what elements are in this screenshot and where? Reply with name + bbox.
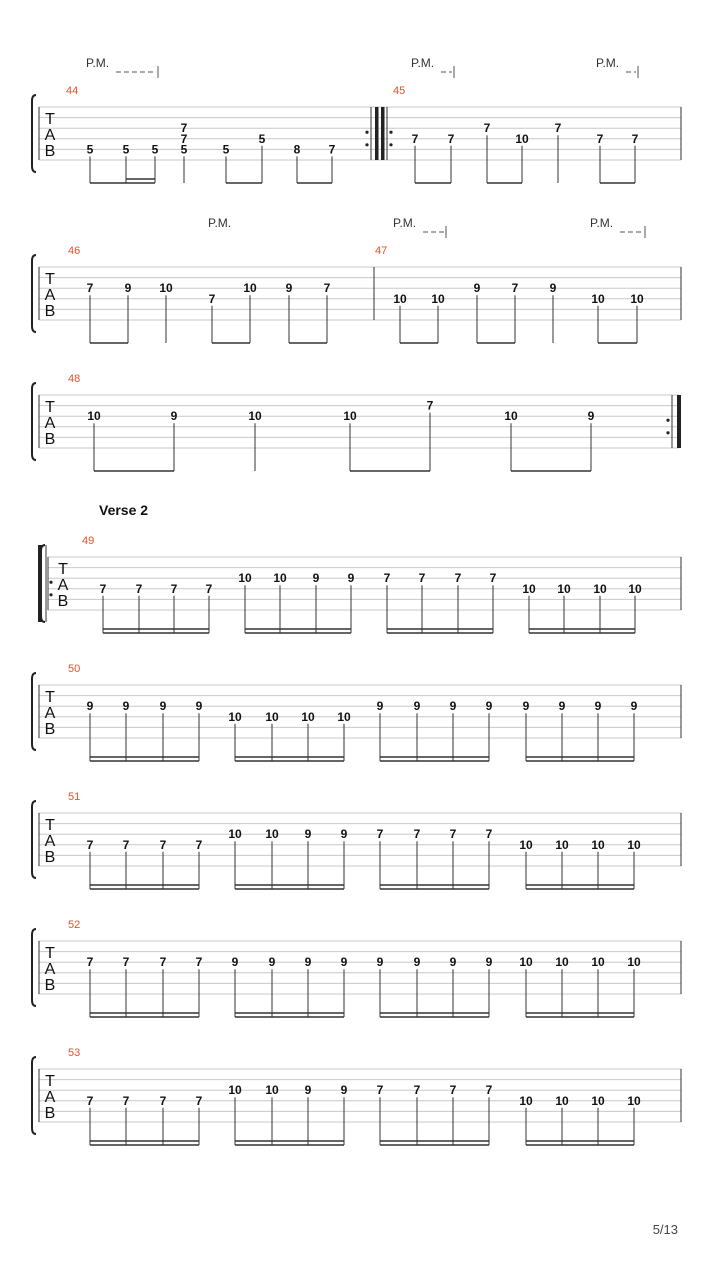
fret-number: 7 [170,581,178,596]
palm-mute-label: P.M. [393,216,417,230]
fret-number: 7 [454,571,462,586]
tab-clef-letter: A [44,1089,56,1106]
measure-50 [68,663,638,761]
fret-number: 9 [159,699,167,714]
system-brace [32,255,36,332]
fret-number: 7 [596,131,604,146]
fret-number: 9 [285,281,293,296]
fret-number: 7 [376,827,384,842]
repeat-dot [389,131,392,134]
fret-number: 9 [594,699,602,714]
fret-number: 10 [555,837,569,852]
fret-number: 7 [159,955,167,970]
fret-number: 10 [301,709,315,724]
fret-number: 10 [228,709,242,724]
system-brace [32,801,36,878]
fret-number: 7 [418,571,426,586]
fret-number: 10 [159,281,173,296]
end-repeat-bar [677,395,681,448]
tab-clef-letter: B [44,431,56,448]
tab-clef-letter: B [44,721,56,738]
fret-number: 7 [86,1093,94,1108]
fret-number: 7 [328,142,336,157]
measure-52 [68,919,641,1017]
tab-system-3 [32,373,681,471]
measure-46 [68,216,331,343]
tab-clef-letter: B [44,977,56,994]
start-repeat-bar [38,545,42,622]
fret-number: 7 [489,571,497,586]
measure-49 [82,535,642,633]
fret-number: 10 [248,409,262,424]
fret-number: 10 [228,827,242,842]
fret-number: 10 [87,409,101,424]
measure-number: 45 [393,85,406,97]
fret-number: 7 [208,291,216,306]
fret-number: 9 [340,1083,348,1098]
fret-number: 10 [265,709,279,724]
fret-number: 7 [554,121,562,136]
fret-number: 10 [238,571,252,586]
tab-clef-letter: A [44,705,56,722]
fret-number: 7 [205,581,213,596]
system-brace [32,383,36,460]
fret-number: 7 [159,837,167,852]
fret-number: 10 [265,827,279,842]
fret-number: 9 [170,409,178,424]
fret-number: 9 [630,699,638,714]
fret-number: 7 [86,281,94,296]
fret-number: 7 [195,837,203,852]
fret-number: 10 [591,955,605,970]
fret-number: 7 [483,121,491,136]
tab-system-2 [32,216,681,343]
fret-number: 7 [180,121,188,136]
fret-number: 7 [323,281,331,296]
fret-number: 7 [411,131,419,146]
fret-number: 7 [631,131,639,146]
tab-system-7 [32,919,681,1017]
measure-number: 49 [82,535,95,547]
fret-number: 10 [519,955,533,970]
fret-number: 10 [591,837,605,852]
fret-number: 5 [122,142,130,157]
repeat-dot [49,593,52,596]
measure-number: 53 [68,1047,81,1059]
repeat-thick-bar [381,107,385,160]
fret-number: 7 [195,955,203,970]
measure-number: 47 [375,245,388,257]
fret-number: 9 [122,699,130,714]
tab-clef-letter: A [44,415,56,432]
measure-44 [66,56,336,183]
fret-number: 5 [258,131,266,146]
system-brace [32,673,36,750]
fret-number: 7 [99,581,107,596]
fret-number: 10 [337,709,351,724]
fret-number: 10 [265,1083,279,1098]
repeat-dot [365,131,368,134]
fret-number: 9 [558,699,566,714]
fret-number: 10 [627,1093,641,1108]
fret-number: 9 [549,281,557,296]
measure-47 [375,216,645,343]
tab-clef-letter: B [44,143,56,160]
measure-number: 48 [68,373,81,385]
tab-system-5 [32,663,681,761]
fret-number: 9 [413,699,421,714]
tab-clef-letter: T [45,1073,55,1090]
tab-clef-letter: T [58,561,68,578]
fret-number: 10 [343,409,357,424]
measure-48 [68,373,595,471]
tab-system-1 [32,56,681,183]
fret-number: 10 [228,1083,242,1098]
measure-number: 46 [68,245,81,257]
fret-number: 7 [447,131,455,146]
fret-number: 9 [312,571,320,586]
fret-number: 9 [376,699,384,714]
fret-number: 9 [449,699,457,714]
fret-number: 10 [243,281,257,296]
tab-clef-letter: A [44,833,56,850]
fret-number: 7 [485,1083,493,1098]
fret-number: 9 [376,955,384,970]
system-brace [32,1057,36,1134]
fret-number: 7 [122,955,130,970]
palm-mute-label: P.M. [86,56,110,70]
fret-number: 7 [485,827,493,842]
tab-system-6 [32,791,681,889]
palm-mute-label: P.M. [208,216,232,230]
palm-mute-label: P.M. [411,56,435,70]
fret-number: 10 [630,291,644,306]
measure-51 [68,791,641,889]
fret-number: 9 [485,955,493,970]
tab-clef-letter: T [45,111,55,128]
fret-number: 9 [304,1083,312,1098]
fret-number: 10 [627,955,641,970]
fret-number: 10 [393,291,407,306]
fret-number: 7 [86,837,94,852]
measure-number: 50 [68,663,81,675]
tab-clef-letter: A [44,127,56,144]
fret-number: 9 [304,827,312,842]
fret-number: 9 [347,571,355,586]
fret-number: 10 [591,291,605,306]
fret-number: 7 [135,581,143,596]
tab-clef-letter: T [45,271,55,288]
fret-number: 9 [231,955,239,970]
system-brace [32,95,36,172]
fret-number: 10 [522,581,536,596]
fret-number: 9 [473,281,481,296]
fret-number: 9 [587,409,595,424]
fret-number: 9 [340,955,348,970]
fret-number: 7 [159,1093,167,1108]
measure-45 [393,56,639,183]
fret-number: 10 [515,131,529,146]
repeat-dot [49,581,52,584]
fret-number: 9 [449,955,457,970]
tab-system-4 [38,502,681,633]
fret-number: 7 [122,837,130,852]
palm-mute-label: P.M. [596,56,620,70]
fret-number: 5 [180,142,188,157]
fret-number: 10 [627,837,641,852]
tab-clef-letter: T [45,817,55,834]
tab-clef-letter: A [44,961,56,978]
fret-number: 10 [555,1093,569,1108]
measure-number: 51 [68,791,81,803]
fret-number: 7 [426,398,434,413]
fret-number: 7 [195,1093,203,1108]
fret-number: 10 [273,571,287,586]
fret-number: 7 [376,1083,384,1098]
fret-number: 10 [555,955,569,970]
fret-number: 9 [268,955,276,970]
fret-number: 7 [122,1093,130,1108]
fret-number: 7 [180,131,188,146]
fret-number: 10 [519,837,533,852]
fret-number: 9 [86,699,94,714]
fret-number: 10 [628,581,642,596]
tab-clef-letter: B [44,303,56,320]
tab-clef-letter: T [45,689,55,706]
fret-number: 10 [504,409,518,424]
fret-number: 10 [591,1093,605,1108]
fret-number: 7 [383,571,391,586]
fret-number: 7 [413,1083,421,1098]
fret-number: 9 [413,955,421,970]
tab-clef-letter: B [44,849,56,866]
fret-number: 9 [485,699,493,714]
fret-number: 7 [449,1083,457,1098]
repeat-dot [365,143,368,146]
repeat-dot [389,143,392,146]
tab-system-8 [32,1047,681,1145]
fret-number: 10 [557,581,571,596]
fret-number: 7 [86,955,94,970]
palm-mute-label: P.M. [590,216,614,230]
fret-number: 5 [151,142,159,157]
measure-number: 44 [66,85,79,97]
repeat-thick-bar [375,107,379,160]
repeat-dot [666,419,669,422]
fret-number: 10 [593,581,607,596]
repeat-dot [666,431,669,434]
fret-number: 9 [304,955,312,970]
fret-number: 9 [124,281,132,296]
tab-clef-letter: A [44,287,56,304]
tab-clef-letter: B [57,593,69,610]
fret-number: 9 [195,699,203,714]
tab-clef-letter: T [45,945,55,962]
fret-number: 10 [519,1093,533,1108]
fret-number: 10 [431,291,445,306]
section-title: Verse 2 [99,502,149,518]
fret-number: 7 [449,827,457,842]
system-brace [32,929,36,1006]
tab-clef-letter: A [57,577,69,594]
fret-number: 7 [413,827,421,842]
measure-53 [68,1047,641,1145]
fret-number: 9 [522,699,530,714]
fret-number: 9 [340,827,348,842]
tab-clef-letter: T [45,399,55,416]
fret-number: 5 [222,142,230,157]
tab-clef-letter: B [44,1105,56,1122]
fret-number: 7 [511,281,519,296]
fret-number: 5 [86,142,94,157]
fret-number: 8 [293,142,301,157]
measure-number: 52 [68,919,81,931]
page-number: 5/13 [652,1222,678,1237]
